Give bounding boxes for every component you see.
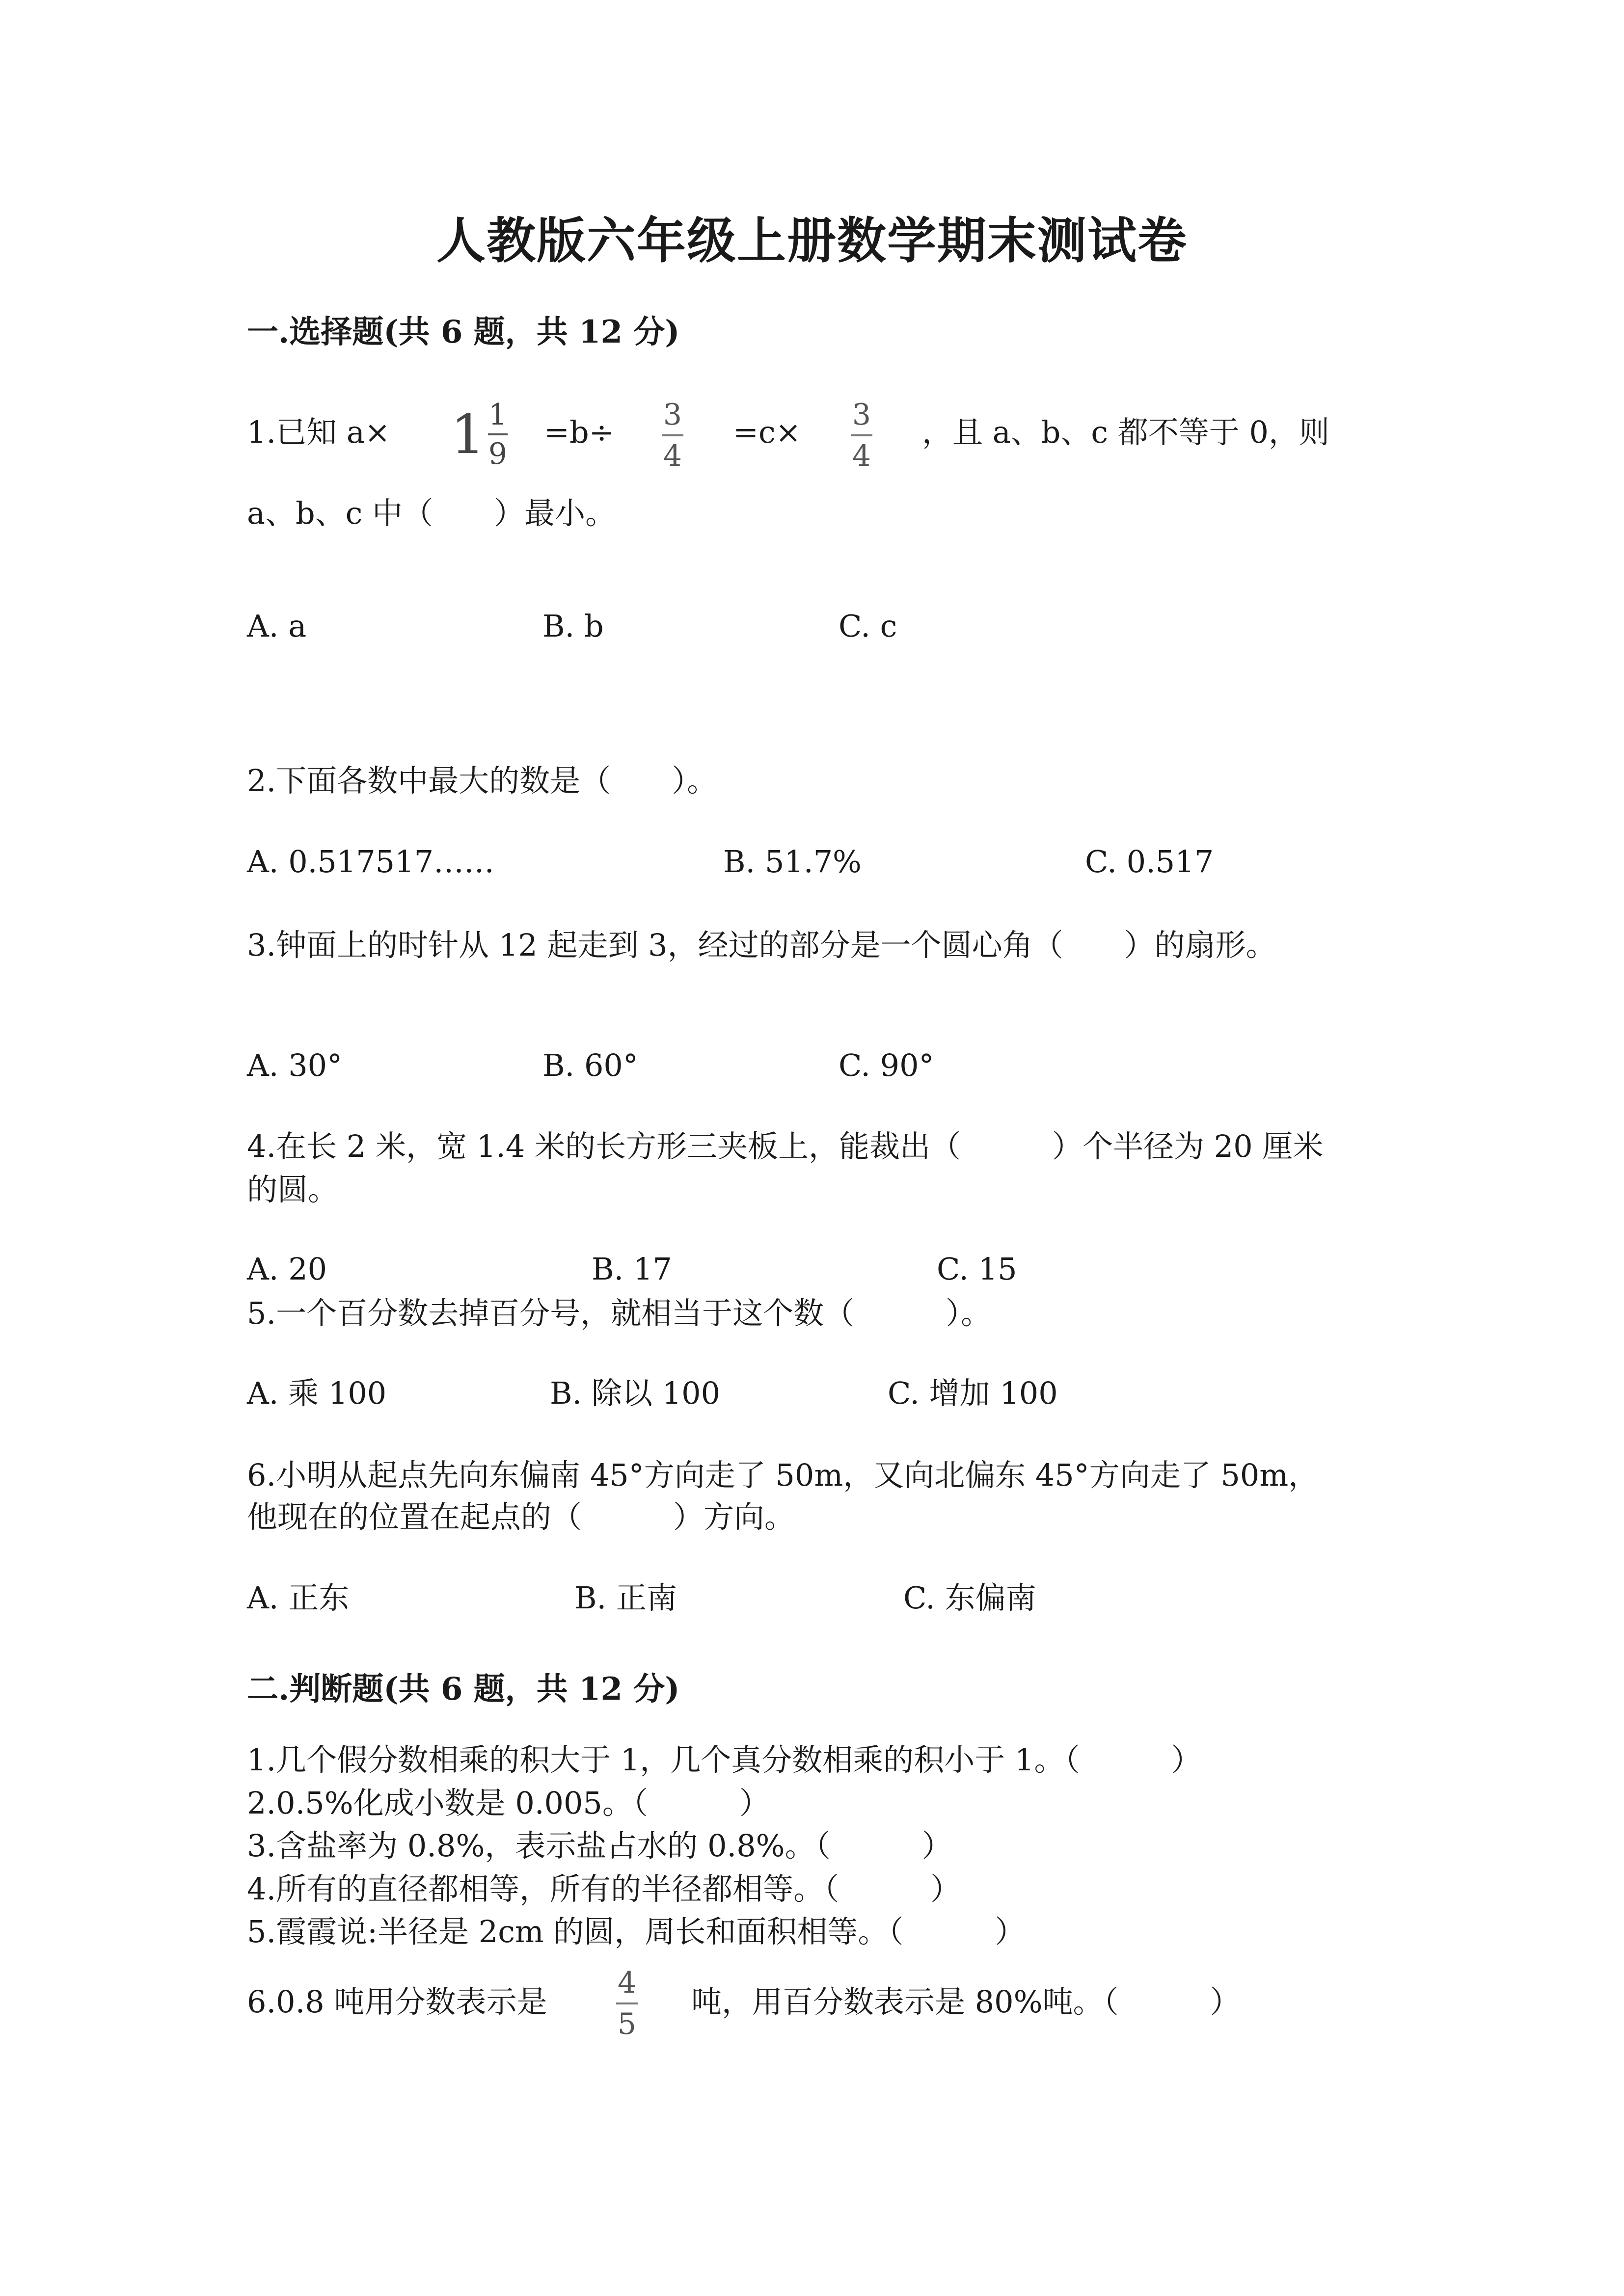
q4-text-line2: 的圆。: [247, 1172, 339, 1207]
q4-option-a: A. 20: [247, 1251, 327, 1287]
q1-option-b: B. b: [542, 608, 604, 644]
judgment-item-5: 5.霞霞说:半径是 2cm 的圆，周长和面积相等。（ ）: [247, 1914, 1026, 1949]
q1-mixed-whole: 1: [451, 403, 485, 466]
q2-option-b: B. 51.7%: [723, 844, 862, 880]
q1-option-a: A. a: [247, 608, 307, 644]
fraction-bar: [662, 434, 683, 436]
q3-option-c: C. 90°: [839, 1047, 934, 1083]
q6-option-a: A. 正东: [247, 1580, 350, 1616]
judgment-item-1: 1.几个假分数相乘的积大于 1，几个真分数相乘的积小于 1。（ ）: [247, 1742, 1202, 1778]
judgment-item-2: 2.0.5%化成小数是 0.005。（ ）: [247, 1785, 770, 1821]
q1-mixed-number: [451, 400, 508, 469]
q1-text-c: =c×: [733, 414, 801, 450]
q6-option-b: B. 正南: [574, 1580, 677, 1616]
q4-option-b: B. 17: [592, 1251, 672, 1287]
q6-text-line1: 6.小明从起点先向东偏南 45°方向走了 50m，又向北偏东 45°方向走了 50m，: [247, 1457, 1319, 1493]
section-heading-choice: 一.选择题(共 6 题，共 12 分): [247, 314, 680, 350]
q5-text: 5.一个百分数去掉百分号，就相当于这个数（ ）。: [247, 1295, 992, 1331]
j6-fraction: [616, 1968, 638, 2039]
q1-mixed-numerator: 1: [488, 398, 508, 432]
q5-option-c: C. 增加 100: [888, 1375, 1058, 1411]
fraction-bar: [616, 2002, 638, 2004]
q1-frac1-denominator: 4: [663, 439, 682, 473]
q2-option-a: A. 0.517517……: [247, 844, 495, 880]
q1-text-d: ，且 a、b、c 都不等于 0，则: [922, 414, 1329, 450]
q1-option-c: C. c: [839, 608, 897, 644]
q1-frac2-denominator: 4: [852, 439, 871, 473]
j6-frac-numerator: 4: [617, 1966, 637, 2000]
q1-text-a: 1.已知 a×: [247, 414, 390, 450]
judgment-item-4: 4.所有的直径都相等，所有的半径都相等。（ ）: [247, 1871, 961, 1907]
q6-option-c: C. 东偏南: [903, 1580, 1036, 1616]
q5-option-b: B. 除以 100: [550, 1375, 721, 1411]
q3-option-a: A. 30°: [247, 1047, 343, 1083]
q3-text: 3.钟面上的时针从 12 起走到 3，经过的部分是一个圆心角（ ）的扇形。: [247, 927, 1276, 963]
q1-mixed-denominator: 9: [488, 437, 508, 471]
section-heading-judgment: 二.判断题(共 6 题，共 12 分): [247, 1671, 680, 1708]
q1-fraction-1: [662, 400, 683, 471]
fraction-bar: [851, 434, 872, 436]
q4-option-c: C. 15: [937, 1251, 1017, 1287]
q2-text: 2.下面各数中最大的数是（ ）。: [247, 763, 718, 799]
q1-text-line2: a、b、c 中（ ）最小。: [247, 495, 616, 531]
q6-text-line2: 他现在的位置在起点的（ ）方向。: [247, 1499, 795, 1535]
q4-text-line1: 4.在长 2 米，宽 1.4 米的长方形三夹板上，能裁出（ ）个半径为 20 厘米: [247, 1128, 1324, 1164]
j6-frac-denominator: 5: [617, 2007, 637, 2041]
q1-text-b: =b÷: [544, 414, 615, 450]
judgment-item-3: 3.含盐率为 0.8%，表示盐占水的 0.8%。（ ）: [247, 1828, 952, 1864]
j6-text-b: 吨，用百分数表示是 80%吨。（ ）: [691, 1984, 1241, 2020]
q1-fraction-2: [851, 400, 872, 471]
q5-option-a: A. 乘 100: [247, 1375, 387, 1411]
q1-frac1-numerator: 3: [663, 398, 682, 432]
q1-frac2-numerator: 3: [852, 398, 871, 432]
q2-option-c: C. 0.517: [1085, 844, 1214, 880]
j6-text-a: 6.0.8 吨用分数表示是: [247, 1984, 547, 2020]
q3-option-b: B. 60°: [542, 1047, 638, 1083]
fraction-bar: [488, 433, 508, 435]
page-title: 人教版六年级上册数学期末测试卷: [436, 212, 1188, 269]
